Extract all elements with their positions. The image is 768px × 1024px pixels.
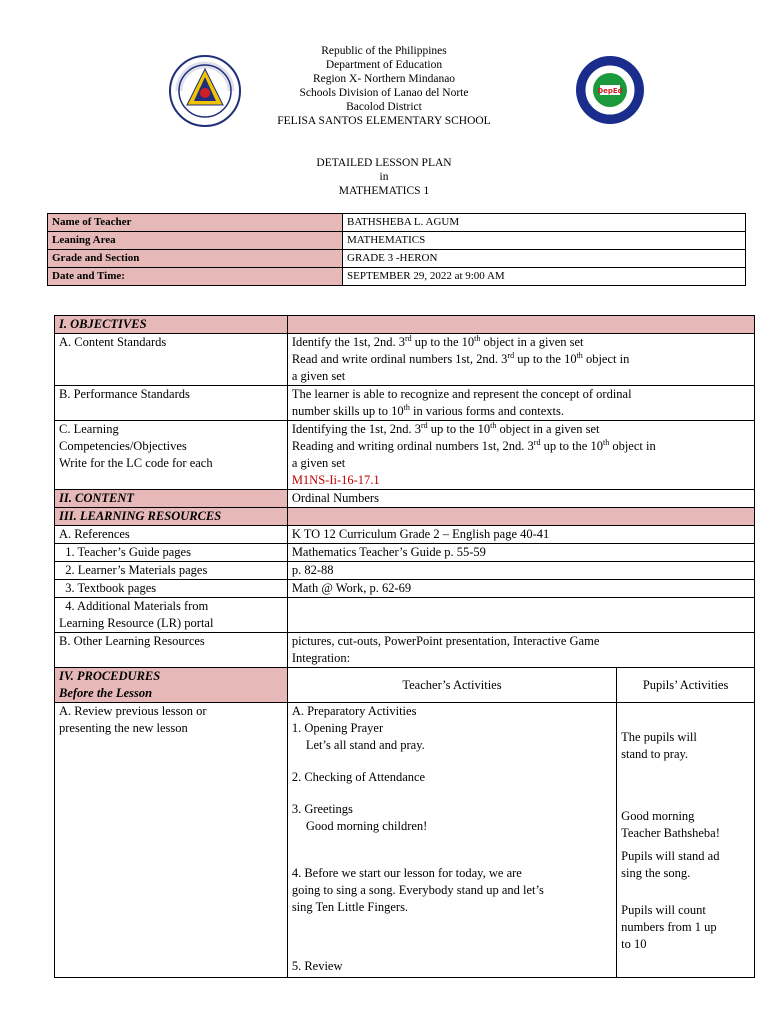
table-row bbox=[48, 232, 746, 250]
content-row bbox=[55, 490, 755, 508]
content-standards-row bbox=[55, 334, 755, 386]
content-standards-text bbox=[287, 334, 754, 386]
info-value: MATHEMATICS bbox=[343, 232, 746, 250]
section-heading: III. LEARNING RESOURCES bbox=[55, 508, 288, 526]
info-value: BATHSHEBA L. AGUM bbox=[343, 214, 746, 232]
header-line-3: Region X- Northern Mindanao bbox=[312, 73, 456, 85]
text-line: number skills up to 10th in various forms and contexts. bbox=[291, 402, 564, 418]
text-line: a given set bbox=[291, 456, 346, 470]
section-heading: I. OBJECTIVES bbox=[55, 316, 288, 334]
text-line: a given set bbox=[291, 369, 346, 383]
procedures-heading-row bbox=[55, 668, 755, 703]
table-row bbox=[48, 250, 746, 268]
row-label: A. References bbox=[55, 526, 288, 544]
info-value: SEPTEMBER 29, 2022 at 9:00 AM bbox=[343, 268, 746, 286]
performance-standards-text bbox=[287, 386, 754, 421]
title-line-2: in bbox=[379, 171, 389, 183]
review-row bbox=[55, 703, 755, 978]
row-label: 1. Teacher’s Guide pages bbox=[55, 544, 288, 562]
pupils-activities: The pupils will stand to pray. Good morning Teacher Bathsheba! Pupils will stand ad sing the song. Pupils will count numbers from 1 up to 10 bbox=[617, 703, 755, 978]
table-row bbox=[55, 633, 755, 668]
section-heading-fill bbox=[287, 316, 754, 334]
row-value: pictures, cut-outs, PowerPoint presentation, Interactive Game Integration: bbox=[287, 633, 754, 668]
info-label: Date and Time: bbox=[48, 268, 343, 286]
row-label: 2. Learner’s Materials pages bbox=[55, 562, 288, 580]
info-label: Grade and Section bbox=[48, 250, 343, 268]
objectives-heading-row bbox=[55, 316, 755, 334]
row-value: Math @ Work, p. 62-69 bbox=[287, 580, 754, 598]
header-line-1: Republic of the Philippines bbox=[321, 45, 447, 57]
row-value: p. 82-88 bbox=[287, 562, 754, 580]
lc-code: M1NS-Ii-16-17.1 bbox=[291, 473, 380, 487]
table-row bbox=[55, 562, 755, 580]
table-row bbox=[55, 526, 755, 544]
pupils-activities-header: Pupils’ Activities bbox=[617, 668, 755, 703]
competencies-row bbox=[55, 421, 755, 490]
header-line-5: Bacolod District bbox=[346, 101, 422, 113]
school-seal-text: DepEd bbox=[597, 87, 623, 95]
row-label: 4. Additional Materials from Learning Resource (LR) portal bbox=[55, 598, 288, 633]
text-line: Read and write ordinal numbers 1st, 2nd. 3rd up to the 10th object in bbox=[291, 350, 630, 366]
row-label: A. Content Standards bbox=[55, 334, 288, 386]
resources-heading-row bbox=[55, 508, 755, 526]
section-heading-fill bbox=[287, 508, 754, 526]
school-name: FELISA SANTOS ELEMENTARY SCHOOL bbox=[277, 115, 491, 127]
text-line: Identifying the 1st, 2nd. 3rd up to the 10th object in a given set bbox=[291, 420, 600, 436]
performance-standards-row bbox=[55, 386, 755, 421]
table-row bbox=[48, 268, 746, 286]
lesson-plan-table bbox=[54, 315, 755, 978]
row-value: K TO 12 Curriculum Grade 2 – English page 40-41 bbox=[287, 526, 754, 544]
text-line: Identify the 1st, 2nd. 3rd up to the 10th object in a given set bbox=[291, 333, 584, 349]
table-row bbox=[48, 214, 746, 232]
text-line: Reading and writing ordinal numbers 1st, 2nd. 3rd up to the 10th object in bbox=[291, 437, 656, 453]
info-value: GRADE 3 -HERON bbox=[343, 250, 746, 268]
table-row bbox=[55, 580, 755, 598]
content-value: Ordinal Numbers bbox=[287, 490, 754, 508]
table-row bbox=[55, 544, 755, 562]
teacher-activities-header: Teacher’s Activities bbox=[287, 668, 616, 703]
header-line-2: Department of Education bbox=[325, 59, 443, 71]
info-label: Name of Teacher bbox=[48, 214, 343, 232]
teacher-activities: A. Preparatory Activities 1. Opening Prayer Let’s all stand and pray. 2. Checking of Attendance 3. Greetings Good morning children! 4. Before we start our lesson for today, we are going to sing a song. Everybody stand up and let’s sing Ten Little Fingers. 5. Review bbox=[287, 703, 616, 978]
table-row bbox=[55, 598, 755, 633]
competencies-text bbox=[287, 421, 754, 490]
row-label: B. Other Learning Resources bbox=[55, 633, 288, 668]
text-line: The learner is able to recognize and represent the concept of ordinal bbox=[291, 387, 632, 401]
row-value: Mathematics Teacher’s Guide p. 55-59 bbox=[287, 544, 754, 562]
header-line-4: Schools Division of Lanao del Norte bbox=[299, 87, 469, 99]
info-label: Leaning Area bbox=[48, 232, 343, 250]
title-line-3: MATHEMATICS 1 bbox=[338, 185, 430, 197]
row-label: 3. Textbook pages bbox=[55, 580, 288, 598]
title-line-1: DETAILED LESSON PLAN bbox=[316, 157, 452, 169]
row-label: B. Performance Standards bbox=[55, 386, 288, 421]
row-value bbox=[287, 598, 754, 633]
teacher-info-table bbox=[47, 213, 746, 286]
section-heading: IV. PROCEDURES Before the Lesson bbox=[55, 668, 288, 703]
section-heading: II. CONTENT bbox=[55, 490, 288, 508]
row-label: C. Learning Competencies/Objectives Write for the LC code for each bbox=[55, 421, 288, 490]
row-label: A. Review previous lesson or presenting the new lesson bbox=[55, 703, 288, 978]
